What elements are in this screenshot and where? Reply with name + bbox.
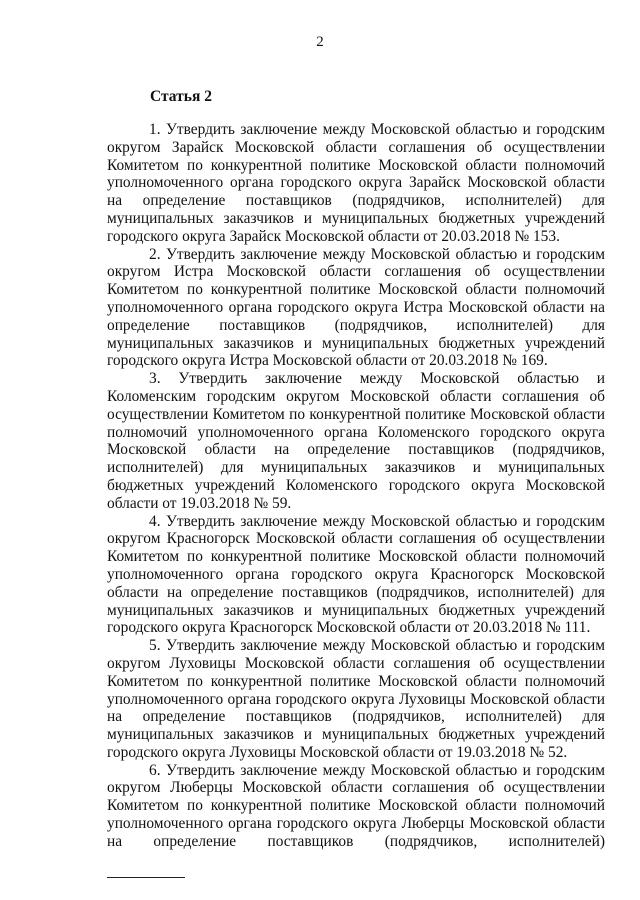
page-number: 2 [316, 34, 324, 50]
paragraph-6: 6. Утвердить заключение между Московской областью и городским округом Люберцы Московской области соглашения об осуществлении Комитетом по конкурентной политике Московской области полномочий уполномоченного органа городского округа Люберцы Московской области на определение поставщиков (подрядчиков, исполнителей) [107, 761, 605, 850]
article-heading: Статья 2 [150, 88, 212, 105]
paragraph-4: 4. Утвердить заключение между Московской областью и городским округом Красногорск Московской области соглашения об осуществлении Комитетом по конкурентной политике Московской области полномочий уполномоченного органа городского округа Красногорск Московской области на определение поставщиков (подрядчиков, исполнителей) для муниципальных заказчиков и муниципальных бюджетных учреждений городского округа Красногорск Московской области от 20.03.2018 № 111. [107, 512, 605, 637]
paragraph-2: 2. Утвердить заключение между Московской областью и городским округом Истра Московской области соглашения об осуществлении Комитетом по конкурентной политике Московской области полномочий уполномоченного органа городского округа Истра Московской области на определение поставщиков (подрядчиков, исполнителей) для муниципальных заказчиков и муниципальных бюджетных учреждений городского округа Истра Московской области от 20.03.2018 № 169. [107, 245, 605, 370]
paragraph-1: 1. Утвердить заключение между Московской областью и городским округом Зарайск Московской области соглашения об осуществлении Комитетом по конкурентной политике Московской области полномочий уполномоченного органа городского округа Зарайск Московской области на определение поставщиков (подрядчиков, исполнителей) для муниципальных заказчиков и муниципальных бюджетных учреждений городского округа Зарайск Московской области от 20.03.2018 № 153. [107, 121, 605, 245]
footnote-divider [107, 877, 185, 878]
article-body [107, 121, 605, 851]
paragraph-3: 3. Утвердить заключение между Московской областью и Коломенским городским округом Московской области соглашения об осуществлении Комитетом по конкурентной политике Московской области полномочий уполномоченного органа Коломенского городского округа Московской области на определение поставщиков (подрядчиков, исполнителей) для муниципальных заказчиков и муниципальных бюджетных учреждений Коломенского городского округа Московской области от 19.03.2018 № 59. [107, 370, 605, 512]
paragraph-5: 5. Утвердить заключение между Московской областью и городским округом Луховицы Московской области соглашения об осуществлении Комитетом по конкурентной политике Московской области полномочий уполномоченного органа городского округа Луховицы Московской области на определение поставщиков (подрядчиков, исполнителей) для муниципальных заказчиков и муниципальных бюджетных учреждений городского округа Луховицы Московской области от 19.03.2018 № 52. [107, 637, 605, 761]
